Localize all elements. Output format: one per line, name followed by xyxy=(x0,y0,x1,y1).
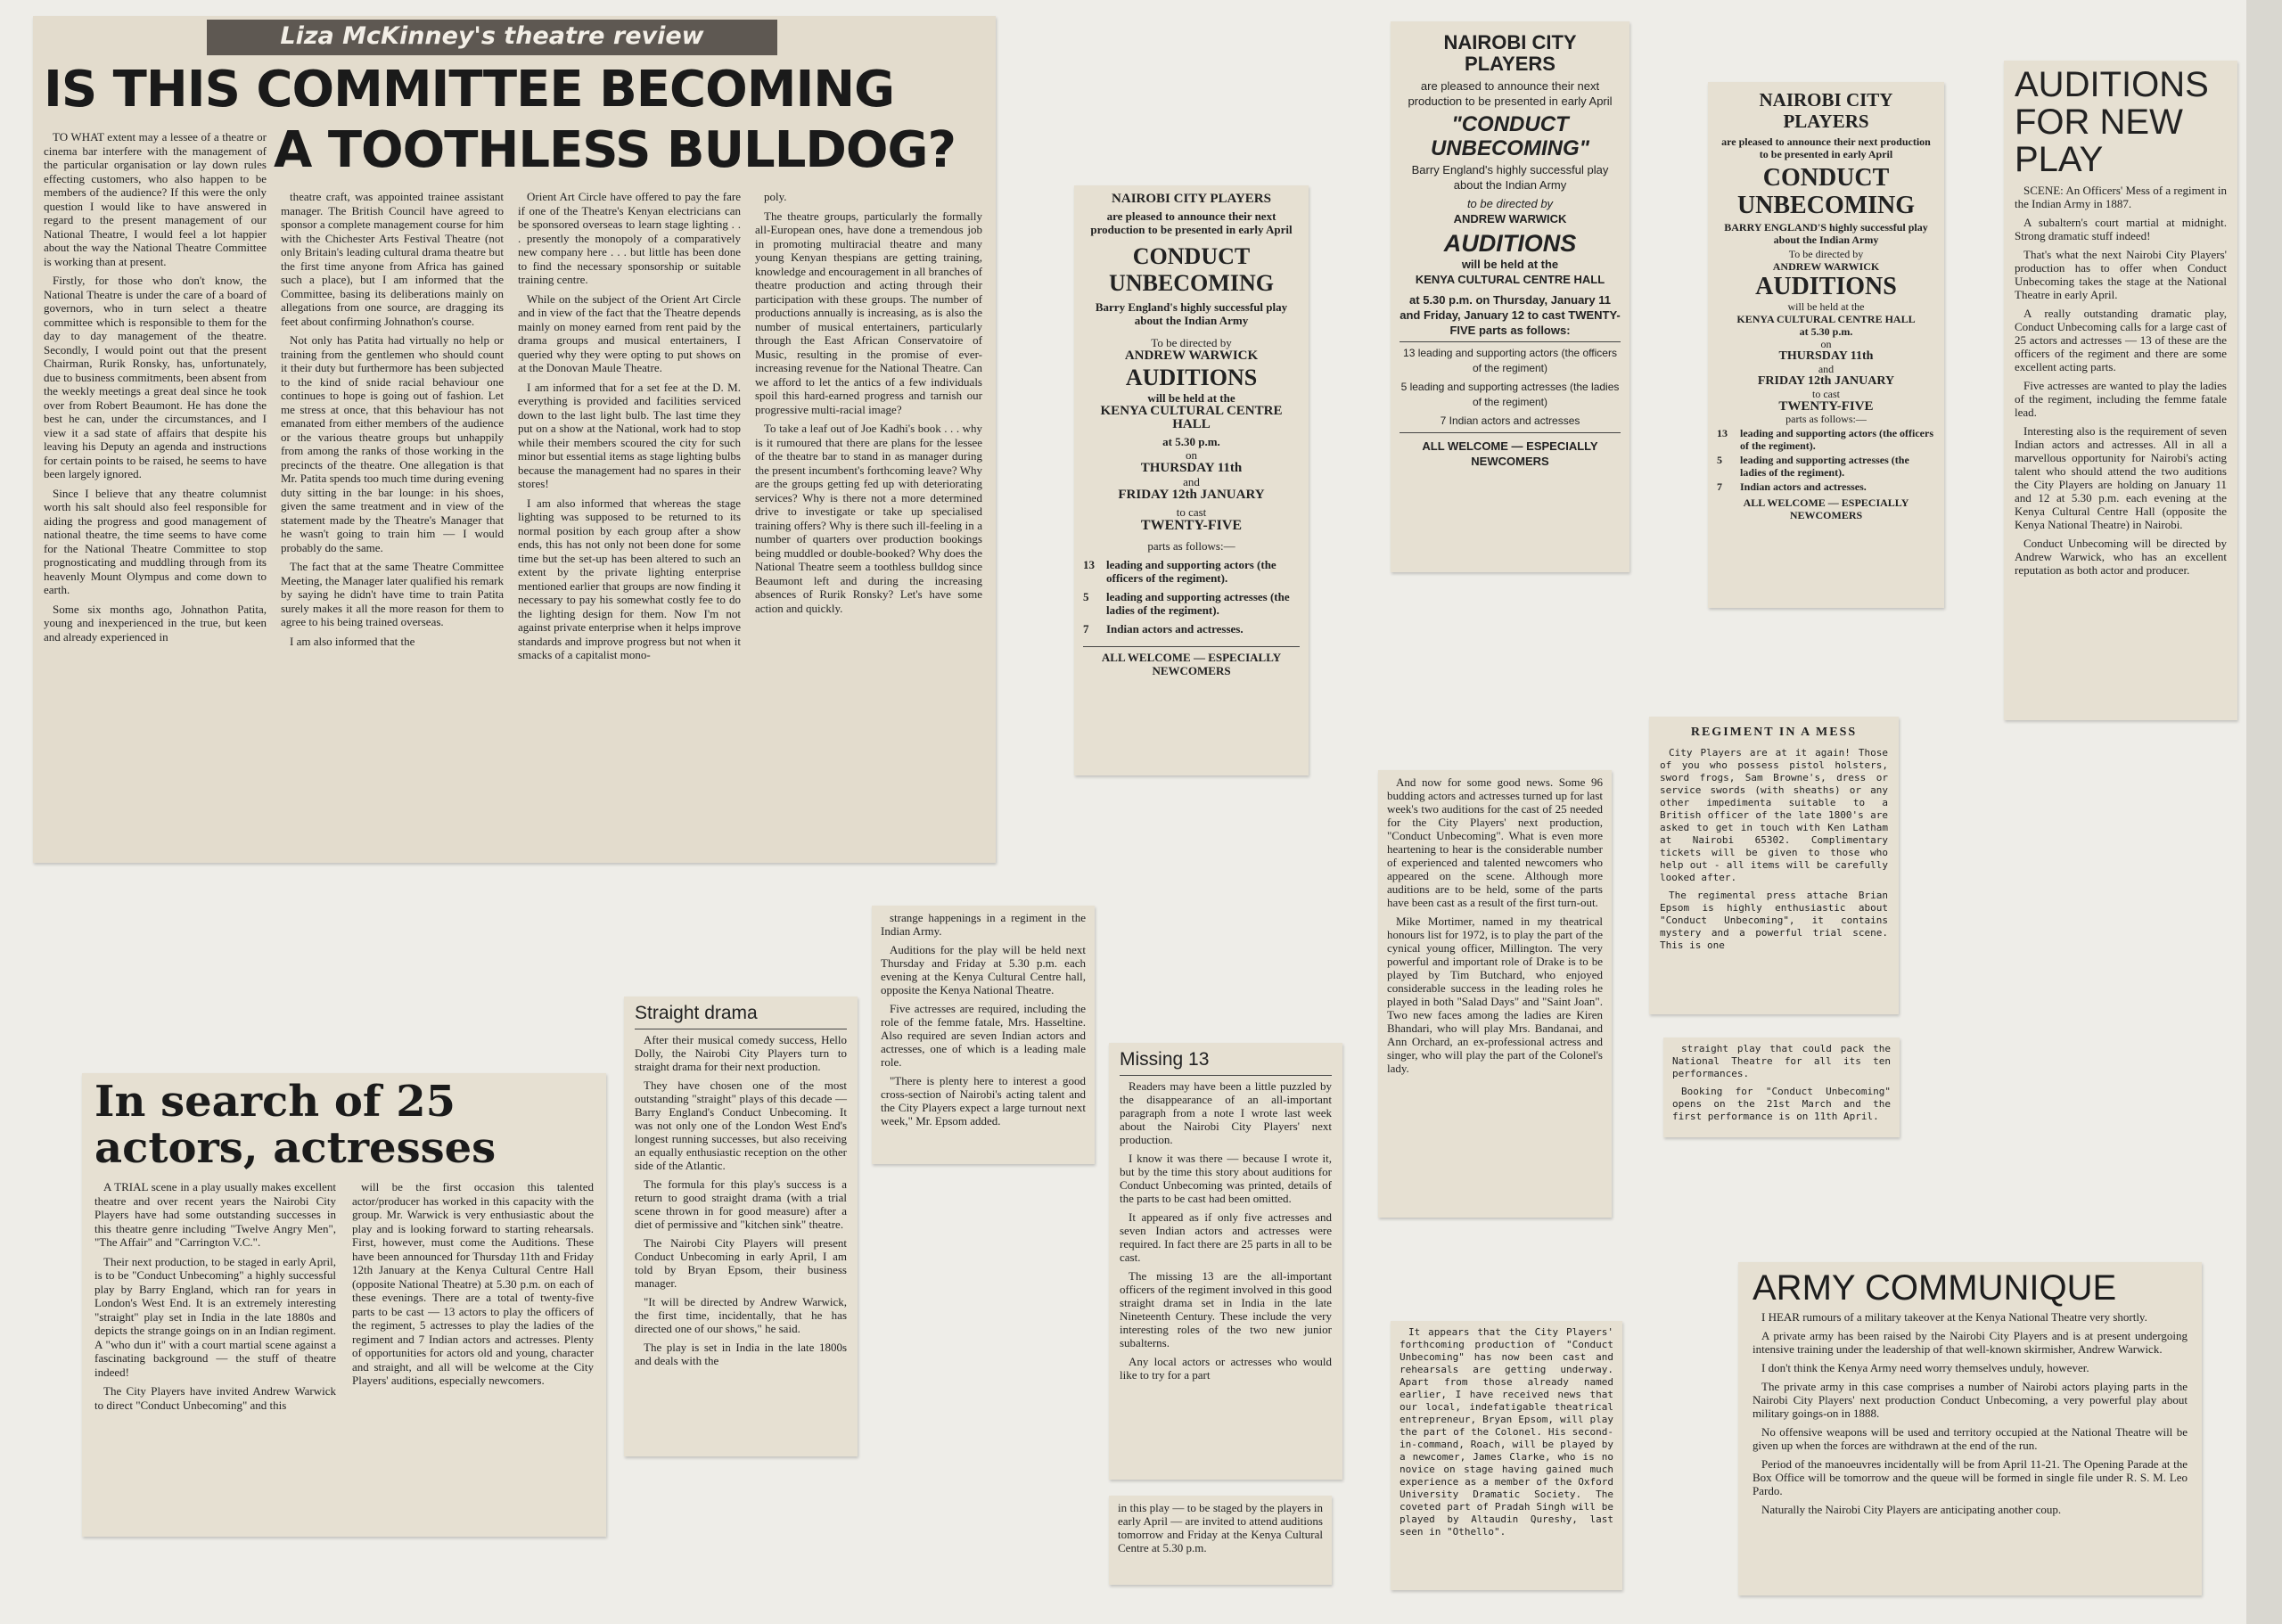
army-paragraph: I HEAR rumours of a military takeover at the Kenya National Theatre very shortly. xyxy=(1761,1310,2147,1324)
ad-director: ANDREW WARWICK xyxy=(1453,212,1567,226)
ad-org: NAIROBI CITY PLAYERS xyxy=(1112,192,1271,206)
strange-paragraph: "There is plenty here to interest a good cross-section of Nairobi's acting talent and the City Players expect a large turnout next week," Mr. Epsom added. xyxy=(881,1074,1086,1128)
auditions-paragraph: A really outstanding dramatic play, Conduct Unbecoming calls for a large cast of 25 actors and actresses — 13 of these are the officers of the regiment and there are some excellent acting parts. xyxy=(2015,307,2227,373)
forthcoming-clipping xyxy=(1391,1321,1622,1590)
review-paragraph: I am also informed that the xyxy=(290,634,415,648)
straight-drama-paragraph: The play is set in India in the late 1800s and deals with the xyxy=(635,1341,847,1367)
ad-count: TWENTY-FIVE xyxy=(1778,399,1874,414)
ad-part: 5 leading and supporting actresses (the ladies of the regiment) xyxy=(1400,381,1620,408)
straight-play-paragraph: straight play that could pack the National Theatre for all its ten performances. xyxy=(1672,1043,1891,1079)
ad-venue: KENYA CULTURAL CENTRE HALL xyxy=(1736,313,1916,325)
missing-paragraph: The missing 13 are the all-important officers of the regiment involved in this good straight drama set in India in the late Nineteenth Century. These include the very interesting roles of the two new junior subalterns. xyxy=(1120,1269,1332,1349)
auditions-paragraph: Interesting also is the requirement of seven Indian actors and actresses. All in all a marvellous opportunity for Nairobi's acting talent who should attend the two auditions the City Players are holding on January 11 and 12 at 5.30 p.m. each evening at the Kenya Cultural Centre Hall (opposite the Kenya National Theatre) in Nairobi. xyxy=(2015,424,2227,531)
ad-auditions: AUDITIONS xyxy=(1125,365,1258,390)
straight-drama-paragraph: "It will be directed by Andrew Warwick, the first time, incidentally, that he has directed one of our shows," he said. xyxy=(635,1295,847,1335)
search-column-2 xyxy=(352,1180,594,1417)
missing-body xyxy=(1120,1079,1332,1382)
strange-paragraph: Five actresses are required, including the role of the femme fatale, Mrs. Hasseltine. Also required are seven Indian actors and actresses, one of which is a leading male role. xyxy=(881,1002,1086,1069)
page-edge-strip xyxy=(2246,0,2282,1624)
ad-subtitle: BARRY ENGLAND'S highly successful play about the Indian Army xyxy=(1724,221,1928,246)
ad-auditions: AUDITIONS xyxy=(1755,273,1897,300)
missing-13-clipping xyxy=(1109,1043,1342,1480)
army-communique-clipping xyxy=(1738,1262,2202,1595)
auditions-paragraph: SCENE: An Officers' Mess of a regiment in the Indian Army in 1887. xyxy=(2015,184,2227,210)
ad-part-row xyxy=(1717,427,1935,452)
search-headline: In search of 25 actors, actresses xyxy=(94,1077,497,1173)
ad-part-text: leading and supporting actresses (the ladies of the regiment). xyxy=(1740,454,1909,479)
ad-day-1: THURSDAY 11th xyxy=(1778,349,1874,363)
ad-director-label: To be directed by xyxy=(1788,248,1864,260)
ad-cast: to cast xyxy=(1812,388,1840,400)
review-banner-text: Liza McKinney's theatre review xyxy=(280,22,704,50)
missing-paragraph: Readers may have been a little puzzled by the disappearance of an all-important paragraph from a note I wrote last week about the Nairobi City Players' next production. xyxy=(1120,1079,1332,1146)
ad-announce: are pleased to announce their next production to be presented in early April xyxy=(1408,79,1613,108)
ad-venue: KENYA CULTURAL CENTRE HALL xyxy=(1100,404,1283,431)
missing-paragraph: I know it was there — because I wrote it, but by the time this story about auditions for Conduct Unbecoming was printed, details of the parts to be cast had been omitted. xyxy=(1120,1152,1332,1205)
review-column-2 xyxy=(281,190,504,858)
ad-day-1: THURSDAY 11th xyxy=(1140,461,1243,475)
ad-and: and xyxy=(1818,363,1835,375)
ad-divider xyxy=(1400,432,1621,433)
ad-part-row xyxy=(1083,558,1300,585)
army-paragraph: A private army has been raised by the Nairobi City Players and is at present undergoing intensive training under the leadership of that well-known skirmisher, Andrew Warwick. xyxy=(1753,1329,2188,1356)
ad-welcome: ALL WELCOME — ESPECIALLY NEWCOMERS xyxy=(1422,439,1598,468)
good-news-paragraph: Mike Mortimer, named in my theatrical honours list for 1972, is to play the part of the cynical young officer, Millington. The very powerful and important role of Drake is to be played by Tim Butchard, who enjoyed considerable success in the leading roles he played in both "Salad Days" and "Saint Joan". Two new faces among the ladies are Kiren Bhandari, who will play Mrs. Bandanai, and Ann Orchard, an ex-professional actress and singer, who will play the part of the Colonel's lady. xyxy=(1387,915,1603,1075)
review-paragraph: The fact that at the same Theatre Committee Meeting, the Manager later qualified his remark by saying he didn't have time to train Patita surely makes it all the more reason for them to agree to his being trained overseas. xyxy=(281,560,504,628)
army-paragraph: Naturally the Nairobi City Players are anticipating another coup. xyxy=(1761,1503,2062,1516)
search-column-1 xyxy=(94,1180,336,1417)
straight-play-paragraph: Booking for "Conduct Unbecoming" opens on the 21st March and the first performance is on 11th April. xyxy=(1672,1086,1891,1122)
review-paragraph: theatre craft, was appointed trainee assistant manager. The British Council have agreed to sponsor a complete management course for him with the Chichester Arts Festival Theatre (not only Britain's leading cultural drama theatre but the first time anyone from Africa has gained such a place), but I am informed that the Committee, basing its deliberations mainly on allegations from one source, are dragging its feet about confirming Johnathon's course. xyxy=(281,190,504,328)
review-column-4 xyxy=(755,190,982,858)
auditions-paragraph: That's what the next Nairobi City Players' production has to offer when Conduct Unbecoming takes the stage at the National Theatre in early April. xyxy=(2015,248,2227,301)
straight-drama-body xyxy=(635,1033,847,1367)
auditions-paragraph: Five actresses are wanted to play the ladies of the regiment, including the femme fatale lead. xyxy=(2015,379,2227,419)
ad-part-number: 7 xyxy=(1717,480,1722,493)
ad-cast: to cast xyxy=(1176,505,1207,519)
ad-org: NAIROBI CITY PLAYERS xyxy=(1759,89,1893,132)
ad-title: CONDUCT UNBECOMING xyxy=(1109,243,1274,296)
ad-director: ANDREW WARWICK xyxy=(1124,349,1259,363)
straight-drama-clipping xyxy=(624,997,858,1456)
regiment-mess-clipping xyxy=(1649,717,1899,1014)
ad-part-row xyxy=(1083,622,1300,636)
ad-title: CONDUCT UNBECOMING xyxy=(1736,164,1916,219)
straight-play-clipping xyxy=(1663,1038,1900,1137)
straight-drama-heading: Straight drama xyxy=(635,1003,758,1023)
review-paragraph: Orient Art Circle have offered to pay the fare if one of the Theatre's Kenyan electricians can be sponsored overseas to learn stage lighting . . . presently the monopoly of a comparatively new company here . . . but little has been done to find the necessary sponsorship or suitable training centre. xyxy=(518,190,741,286)
ad-director-label: To be directed by xyxy=(1151,336,1232,349)
auditions-paragraph: Conduct Unbecoming will be directed by Andrew Warwick, who has an excellent reputation as both actor and producer. xyxy=(2015,537,2227,577)
ad-announce: are pleased to announce their next production to be presented in early April xyxy=(1090,209,1293,236)
review-paragraph: Not only has Patita had virtually no help or training from the gentlemen who should count it their duty but furthermore has been subjected to the kind of snide racial behaviour one continues to hope is going out of fashion. Let me stress at once, that this behaviour has not emanated from either members of the audience or the various theatre groups but unhappily from among the ranks of those working in the precincts of the theatre. One allegation is that Mr. Patita spends too much time during evening duty sitting in the bar lounge: in his shoes, given the same treatment and in view of the statement made by the Theatre's Manager that he wasn't going to train him — I would probably do the same. xyxy=(281,333,504,554)
ad-auditions: AUDITIONS xyxy=(1443,230,1577,257)
ad-part-row xyxy=(1083,590,1300,617)
search-paragraph: A TRIAL scene in a play usually makes excellent theatre and over recent years the Nairobi City Players have had some outstanding successes in this theatre genre including "Twelve Angry Men", "The Affair" and "Carrington V.C.". xyxy=(94,1180,336,1249)
ad-held: will be held at the xyxy=(1147,391,1235,405)
ad-on: on xyxy=(1820,338,1832,350)
ad-time: at 5.30 p.m. xyxy=(1162,435,1220,448)
ad-time: at 5.30 p.m. xyxy=(1799,325,1853,338)
regiment-body xyxy=(1660,747,1888,952)
ad-divider xyxy=(1083,646,1300,647)
review-paragraph: Firstly, for those who don't know, the National Theatre is under the care of a board of governors, who in turn select a theatre committee which is responsible to them for the day to day management of the theatre. Secondly, I would point out that the present Chairman, Rurik Ronsky, has, unfortunately, due to business commitments, been absent from the weekly meetings a great deal since he took over from Robert Beaumont. He has done the best he can, under the circumstances, and I view it a sad state of affairs that despite his leaving his Deputy an agenda and instructions for certain points to be raised, he seems to have been largely ignored. xyxy=(44,274,267,480)
ad-count: TWENTY-FIVE xyxy=(1140,518,1243,533)
ad-part-number: 5 xyxy=(1717,454,1722,466)
ad-parts: parts as follows:— xyxy=(1147,539,1235,553)
strange-paragraph: strange happenings in a regiment in the Indian Army. xyxy=(881,911,1086,938)
review-paragraph: poly. xyxy=(764,190,787,203)
ad-part: 7 Indian actors and actresses xyxy=(1440,414,1580,427)
audition-ad-1 xyxy=(1074,185,1309,775)
straight-drama-paragraph: They have chosen one of the most outstanding "straight" plays of this decade — Barry England's Conduct Unbecoming. It was not only one of the London West End's longest running successes, but also receiving an equally enthusiastic reception on the other side of the Atlantic. xyxy=(635,1079,847,1172)
ad-held: will be held at the xyxy=(1787,300,1865,313)
missing-heading: Missing 13 xyxy=(1120,1049,1210,1070)
review-clipping xyxy=(33,16,996,863)
missing-paragraph: It appeared as if only five actresses and seven Indian actors and actresses were required. In fact there are 25 parts in all to be cast. xyxy=(1120,1210,1332,1264)
review-paragraph: I am informed that for a set fee at the D. M. everything is provided and facilities serviced down to the last light bulb. The last time they put on a show at the National, work had to stop while their members scoured the city for such minor but essential items as stage lighting bulbs because the management had no spares in their stores! xyxy=(518,380,741,490)
review-paragraph: Since I believe that any theatre columnist worth his salt should also feel responsible for aiding the progress and good management of national theatre, the time seems to have come for the National Theatre Committee to stop prognosticating and muddling through from its heavenly Mount Olympus and come down to earth. xyxy=(44,486,267,596)
strange-happenings-clipping xyxy=(872,906,1095,1164)
ad-part-number: 5 xyxy=(1083,590,1089,603)
review-column-1 xyxy=(44,130,267,857)
ad-subtitle: Barry England's highly successful play about the Indian Army xyxy=(1095,300,1288,327)
in-this-play-clipping xyxy=(1109,1496,1332,1585)
in-this-play-text: in this play — to be staged by the players in early April — are invited to attend auditions tomorrow and Friday at the Kenya Cultural Centre at 5.30 p.m. xyxy=(1118,1501,1323,1554)
army-paragraph: I don't think the Kenya Army need worry themselves unduly, however. xyxy=(1761,1361,2089,1374)
ad-and: and xyxy=(1183,475,1200,488)
ad-part-text: leading and supporting actors (the officers of the regiment). xyxy=(1106,558,1276,585)
review-column-3 xyxy=(518,190,741,858)
straight-drama-paragraph: After their musical comedy success, Hello Dolly, the Nairobi City Players turn to straight drama for their next production. xyxy=(635,1033,847,1073)
regiment-paragraph: The regimental press attache Brian Epsom is highly enthusiastic about "Conduct Unbecoming", it contains mystery and a powerful trial scene. This is one xyxy=(1660,890,1888,951)
search-paragraph: The City Players have invited Andrew Warwick to direct "Conduct Unbecoming" and this xyxy=(94,1384,336,1412)
auditions-new-play-clipping xyxy=(2004,61,2237,720)
audition-ad-2 xyxy=(1391,21,1629,572)
ad-part-text: Indian actors and actresses. xyxy=(1106,622,1244,636)
ad-venue: KENYA CULTURAL CENTRE HALL xyxy=(1415,273,1605,286)
regiment-paragraph: City Players are at it again! Those of you who possess pistol holsters, sword frogs, Sam Browne's, dress or service swords (with sheaths) or any other impedimenta suitable to a British officer of the late 1800's are asked to get in touch with Ken Latham at Nairobi 65302. Complimentary tickets will be given to those who help out - all items will be carefully looked after. xyxy=(1660,747,1888,883)
search-25-clipping xyxy=(82,1073,606,1537)
regiment-heading: REGIMENT IN A MESS xyxy=(1690,726,1858,739)
auditions-paragraph: A subaltern's court martial at midnight. Strong dramatic stuff indeed! xyxy=(2015,216,2227,242)
missing-paragraph: Any local actors or actresses who would like to try for a part xyxy=(1120,1355,1332,1382)
search-paragraph: Their next production, to be staged in early April, is to be "Conduct Unbecoming" a highly successful play by Barry England, which ran for years in London's West End. It is an extremely interesting "straight" play set in India in the late 1880s and depicts the strange goings on in an Indian regiment. A "who dun it" with a court martial scene against a fascinating background — the stuff of theatre indeed! xyxy=(94,1254,336,1379)
heading-rule xyxy=(1120,1075,1332,1076)
headline-line-2: A TOOTHLESS BULLDOG? xyxy=(274,121,956,179)
headline-line-1: IS THIS COMMITTEE BECOMING xyxy=(44,61,895,119)
ad-part-row xyxy=(1717,480,1935,493)
search-paragraph: will be the first occasion this talented actor/producer has worked in this capacity with the group. Mr. Warwick is very enthusiastic about the play and is looking forward to starting rehearsals. First, however, must come the Auditions. These have been announced for Thursday 11th and Friday 12th January at the Kenya Cultural Centre Hall (opposite National Theatre) at 5.30 p.m. on each of these evenings. There are a total of twenty-five parts to be cast — 13 actors to play the officers of the regiment, 5 actresses to play the ladies of the regiment and 7 Indian actors and actresses. Plenty of opportunities for actors old and young, character and straight, and all will be welcome at the City Players' auditions, especially newcomers. xyxy=(352,1180,594,1387)
army-paragraph: Period of the manoeuvres incidentally will be from April 11-21. The Opening Parade at the Box Office will be tomorrow and the queue will be formed in single file under R. S. M. Leo Pardo. xyxy=(1753,1457,2188,1497)
ad-part-row xyxy=(1717,454,1935,479)
audition-ad-3 xyxy=(1708,82,1944,608)
ad-announce: are pleased to announce their next production to be presented in early April xyxy=(1721,135,1931,160)
ad-org: NAIROBI CITY PLAYERS xyxy=(1443,31,1577,75)
army-body xyxy=(1753,1310,2188,1516)
ad-day-2: FRIDAY 12th JANUARY xyxy=(1757,374,1895,388)
ad-director: ANDREW WARWICK xyxy=(1772,260,1880,273)
ad-part-number: 13 xyxy=(1083,558,1095,571)
ad-part-number: 13 xyxy=(1717,427,1728,439)
strange-paragraph: Auditions for the play will be held next Thursday and Friday at 5.30 p.m. each evening at the Kenya Cultural Centre hall, opposite the Kenya National Theatre. xyxy=(881,943,1086,997)
straight-drama-paragraph: The formula for this play's success is a return to good straight drama (with a trial scene thrown in for good measure) after a diet of permissive and "kitchen sink" theatre. xyxy=(635,1177,847,1231)
army-paragraph: No offensive weapons will be used and territory occupied at the National Theatre will be given up when the forces are withdrawn at the end of the run. xyxy=(1753,1425,2188,1452)
auditions-body xyxy=(2015,184,2227,577)
army-paragraph: The private army in this case comprises a number of Nairobi actors playing parts in the Nairobi City Players' next production Conduct Unbecoming, a very powerful play about military goings-on in 1888. xyxy=(1753,1380,2188,1420)
ad-day-2: FRIDAY 12th JANUARY xyxy=(1118,488,1265,502)
ad-held: will be held at the xyxy=(1461,258,1559,271)
review-paragraph: Some six months ago, Johnathon Patita, young and inexperienced in the true, but keen and already experienced in xyxy=(44,602,267,644)
ad-director-label: to be directed by xyxy=(1466,197,1554,210)
good-news-paragraph: And now for some good news. Some 96 budding actors and actresses turned up for last week's two auditions for the cast of 25 needed for the City Players' next production, "Conduct Unbecoming". What is even more heartening to hear is the considerable number of experienced and talented newcomers who appeared on the scene. Although more auditions are to be held, some of the parts have been cast as a result of the first turn-out. xyxy=(1387,775,1603,909)
good-news-clipping xyxy=(1378,770,1612,1218)
review-paragraph: The theatre groups, particularly the formally all-European ones, have done a tremendous job in promoting multiracial theatre and many young Kenyan thespians are getting training, knowledge and encouragement in all branches of theatre production and acting through their participation with these groups. The number of productions annually is increasing, as is also the number of musical entertainers, particularly through the East African Conservatoire of Music, resulting in the promise of ever-increasing revenue for the National Theatre. Can we afford to let the antics of a few individuals spoil this hard-earned progress and tarnish our progressive multi-racial image? xyxy=(755,209,982,416)
ad-part-text: leading and supporting actresses (the ladies of the regiment). xyxy=(1106,590,1290,617)
ad-title: "CONDUCT UNBECOMING" xyxy=(1430,112,1590,160)
review-paragraph: TO WHAT extent may a lessee of a theatre or cinema bar interfere with the management of the particular organisation or lay down rules effecting customers, who also happen to be members of the audience? If this were the only question I would like to have answered in regard to the present management of our National Theatre, I would feel a lot happier about the way the National Theatre Committee is working than at present. xyxy=(44,130,267,268)
ad-part: 13 leading and supporting actors (the officers of the regiment) xyxy=(1403,347,1617,374)
ad-welcome: ALL WELCOME — ESPECIALLY NEWCOMERS xyxy=(1101,651,1282,677)
ad-subtitle: Barry England's highly successful play about the Indian Army xyxy=(1411,163,1609,192)
review-paragraph: To take a leaf out of Joe Kadhi's book . . . why is it rumoured that there are plans for the lessee of the theatre bar to stand in as manager during the present incumbent's forthcoming leave? Why are the groups getting fed up with deteriorating services? Why is there not a more determined drive to investigate or take up specialised training offers? Why is there such ill-feeling in a number of quarters over production bookings being muddled or double-booked? Why does the National Theatre seem a toothless bulldog since Beaumont left and during the increasing absences of Rurik Ronsky? Let's have some action and quickly. xyxy=(755,422,982,615)
ad-welcome: ALL WELCOME — ESPECIALLY NEWCOMERS xyxy=(1743,496,1909,521)
review-paragraph: I am also informed that whereas the stage lighting was supposed to be returned to its normal position by each group after a show ends, this has not only not been done for some time but the set-up has been altered to such an extent by the private lighting enterprise mentioned earlier that groups are now finding it necessary to pay his somewhat costly fee to do the lighting design for them. Now I'm not against private enterprise when it helps improve standards and improve progress but not when it smacks of a capitalist mono- xyxy=(518,496,741,661)
ad-on: on xyxy=(1186,448,1197,462)
auditions-heading: AUDITIONS FOR NEW PLAY xyxy=(2015,65,2209,179)
ad-parts: parts as follows:— xyxy=(1785,413,1867,425)
forthcoming-text: It appears that the City Players' forthcoming production of "Conduct Unbecoming" has now been cast and rehearsals are getting underway. Apart from those already named earlier, I have received news that our local, indefatigable theatrical entrepreneur, Bryan Epsom, will play the part of the Colonel. His second-in-command, Roach, will be played by a newcomer, James Clarke, who is no novice on stage having gained much experience as a member of the Oxford University Dramatic Society. The coveted part of Pradah Singh will be played by Altaudin Qureshy, last seen in "Othello". xyxy=(1400,1326,1613,1538)
review-paragraph: While on the subject of the Orient Art Circle and in view of the fact that the Theatre depends mainly on money earned from rent paid by the drama groups and musical entertainers, I queried why they were opting to put shows on at the Donovan Maule Theatre. xyxy=(518,291,741,374)
ad-part-number: 7 xyxy=(1083,622,1089,636)
straight-drama-paragraph: The Nairobi City Players will present Conduct Unbecoming in early April, I am told by Bryan Epsom, their business manager. xyxy=(635,1236,847,1290)
ad-divider xyxy=(1400,341,1621,342)
ad-part-text: leading and supporting actors (the officers of the regiment). xyxy=(1740,427,1933,452)
ad-part-text: Indian actors and actresses. xyxy=(1740,480,1867,493)
search-body xyxy=(94,1180,594,1417)
army-heading: ARMY COMMUNIQUE xyxy=(1753,1268,2117,1308)
ad-details: at 5.30 p.m. on Thursday, January 11 and Friday, January 12 to cast TWENTY-FIVE parts as follows: xyxy=(1400,293,1621,337)
